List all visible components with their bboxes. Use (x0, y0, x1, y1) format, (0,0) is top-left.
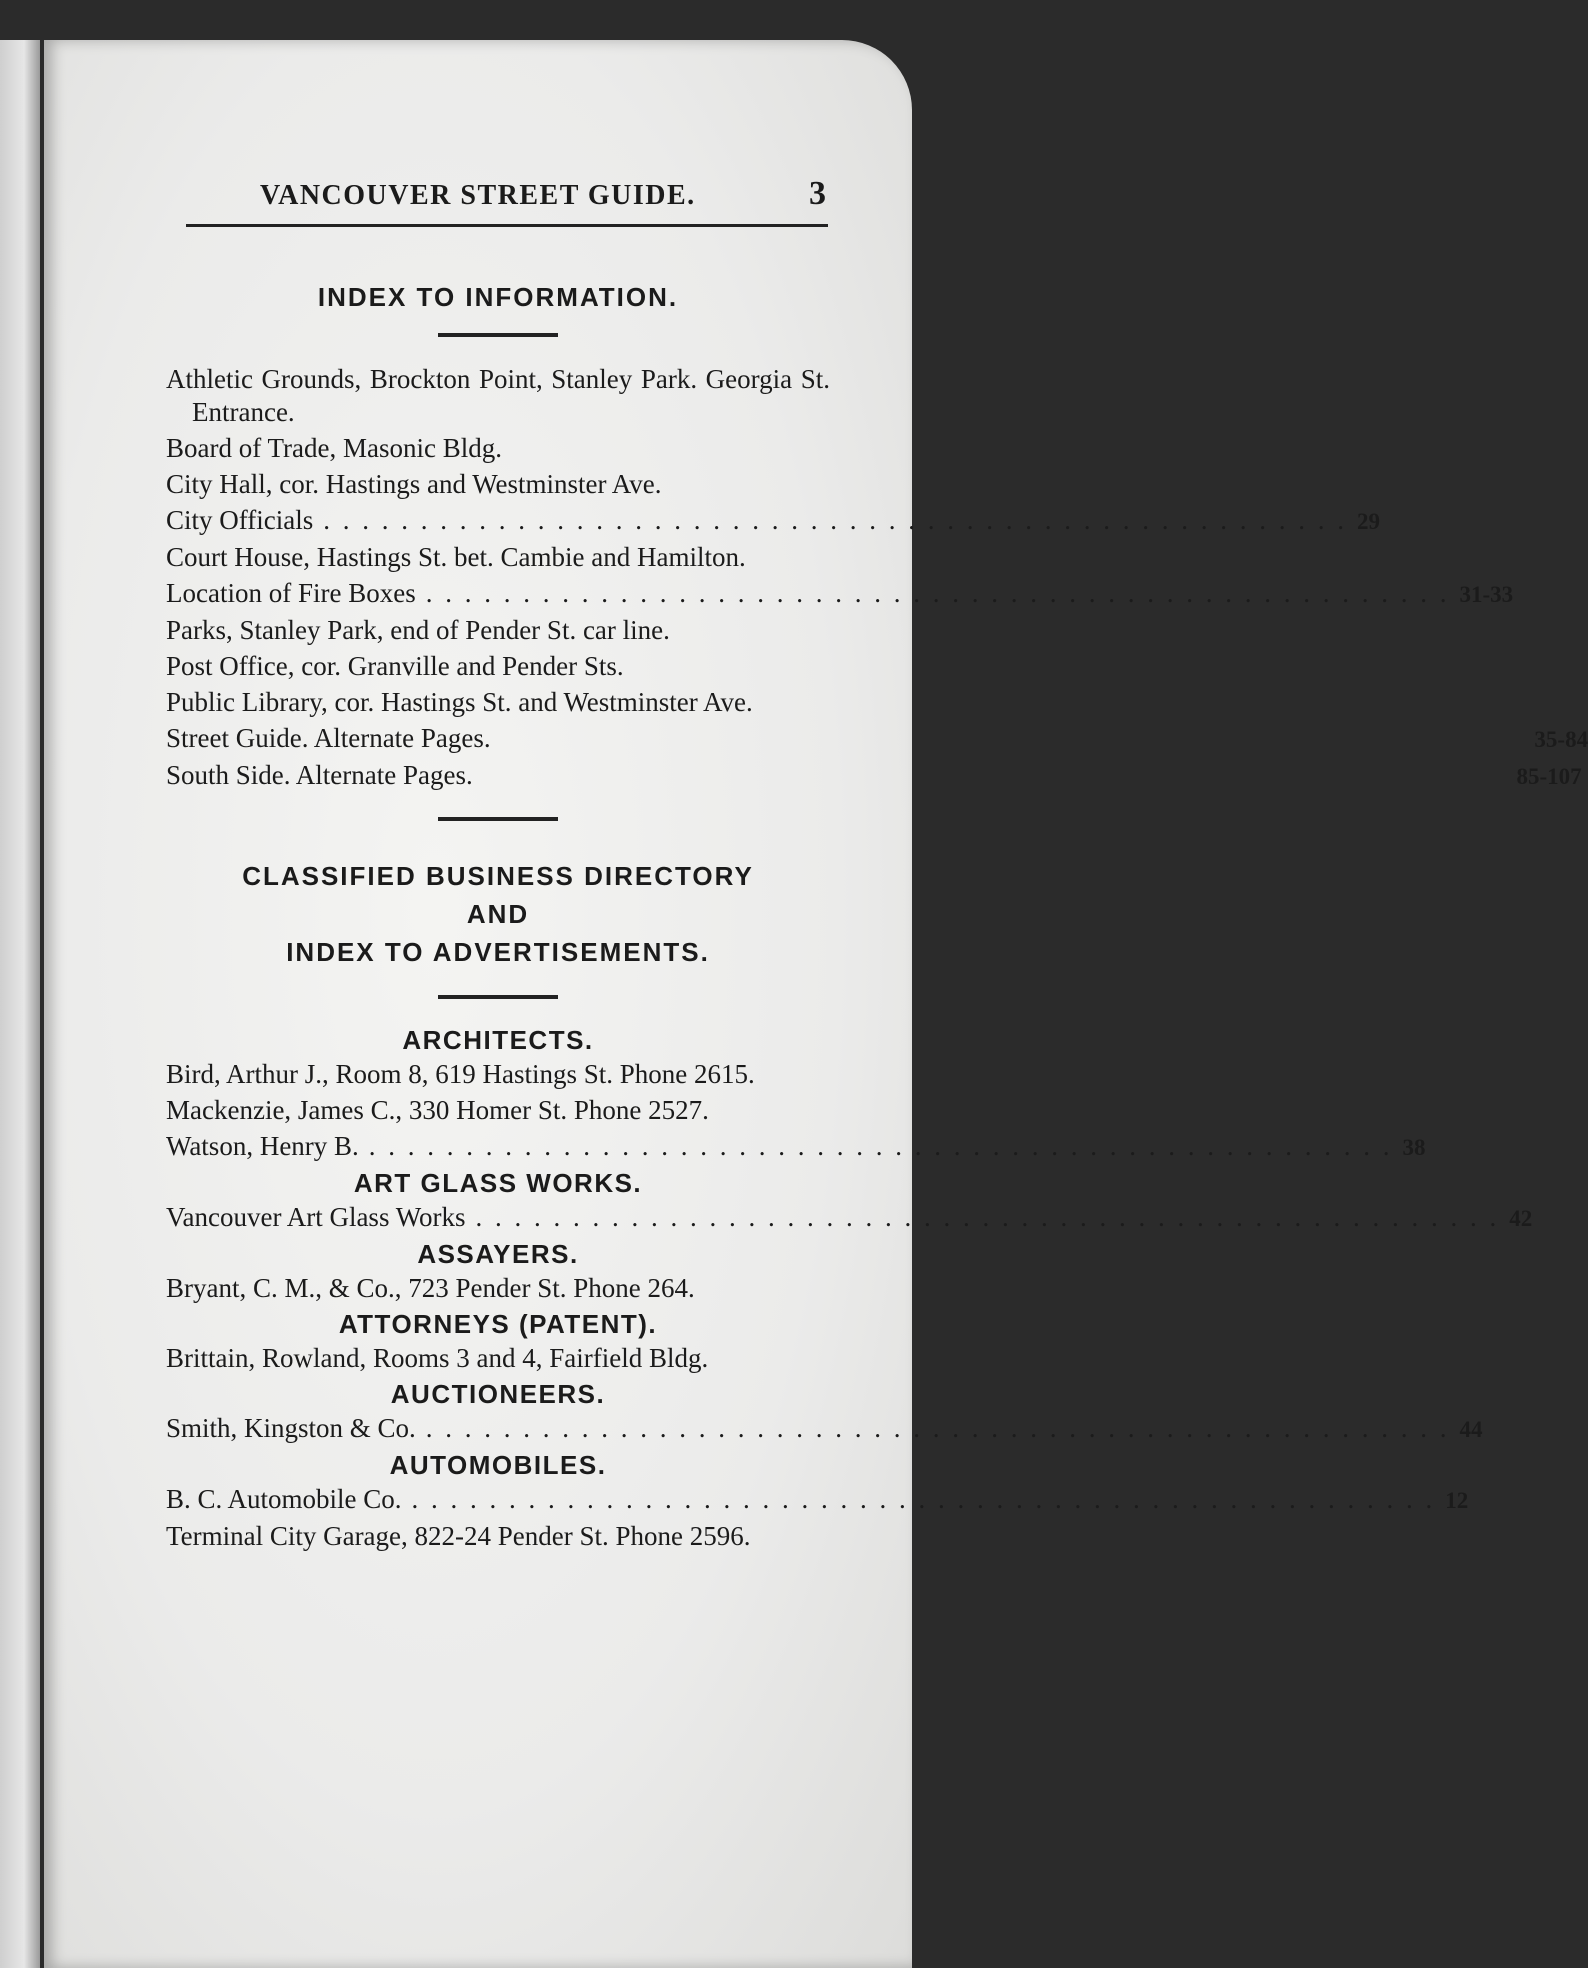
directory-entry: Mackenzie, James C., 330 Homer St. Phone 2527. (166, 1095, 709, 1125)
dot-leader: . . . . . . . . . . . . . . . . . . . . . . . . . . . . . . . . . . . . . . . . . . . . . . . . . . . . . (475, 1202, 1500, 1232)
directory-entry-page-ref: 12 (1445, 1488, 1469, 1513)
index-info-entry (166, 759, 1582, 793)
directory-entry (166, 1130, 1426, 1164)
header-rule (186, 224, 828, 227)
index-info-entry (166, 577, 1514, 611)
directory-entry-text: Watson, Henry B. (166, 1131, 359, 1161)
divider-rule (438, 817, 558, 821)
index-info-entry (166, 504, 1380, 538)
index-info-entry: Post Office, cor. Granville and Pender Sts. (166, 651, 624, 681)
running-header (186, 175, 826, 213)
dot-leader: . . . . . . . . . . . . . . . . . . . . . . . . . . . . . . . . . . . . . . . . . . . . . . . . . . . . . (425, 578, 1450, 608)
index-info-entry: Athletic Grounds, Brockton Point, Stanley Park. Georgia St. Entrance. (166, 364, 830, 427)
category-heading: ARCHITECTS. (402, 1025, 594, 1055)
index-info-entry: Parks, Stanley Park, end of Pender St. car line. (166, 615, 670, 645)
directory-title-line-1: CLASSIFIED BUSINESS DIRECTORY (242, 861, 754, 891)
directory-entry-page-ref: 44 (1459, 1417, 1483, 1442)
dot-leader: . . . . . . . . . . . . . . . . . . . . . . . . . . . . . . . . . . . . . . . . . . . . . . . . . . . . . (323, 505, 1347, 535)
page-number: 3 (809, 175, 826, 212)
index-info-title: INDEX TO INFORMATION. (317, 282, 679, 312)
category-heading: ART GLASS WORKS. (353, 1168, 643, 1198)
index-info-entry: Board of Trade, Masonic Bldg. (166, 433, 502, 463)
directory-entry: Bryant, C. M., & Co., 723 Pender St. Phone 264. (166, 1273, 695, 1303)
index-info-entry-page-ref: 29 (1356, 509, 1380, 534)
dot-leader: . . . . . . . . . . . . . . . . . . . . . . . . . . . . . . . . . . . . . . . . . . . . . . . . . . . . . (411, 1484, 1436, 1514)
index-info-entry-text: South Side. Alternate Pages. (166, 760, 473, 790)
directory-list (166, 1025, 1533, 1553)
directory-entry: Terminal City Garage, 822-24 Pender St. Phone 2596. (166, 1521, 751, 1551)
category-heading: ASSAYERS. (417, 1239, 579, 1269)
index-info-entry: City Hall, cor. Hastings and Westminster Ave. (166, 469, 662, 499)
dot-leader: . . . . . . . . . . . . . . . . . . . . . . . . . . . . . . . . . . . . . . . . . . . . . . . . . . . . . (425, 1413, 1450, 1443)
page-content (166, 282, 1588, 1556)
divider-rule (438, 333, 558, 337)
facing-page-edge (0, 40, 40, 1968)
dot-leader (501, 722, 1525, 755)
category-heading: AUTOMOBILES. (389, 1450, 607, 1480)
directory-entry: Brittain, Rowland, Rooms 3 and 4, Fairfield Bldg. (166, 1343, 709, 1373)
category-heading: AUCTIONEERS. (390, 1379, 606, 1409)
index-info-entry-text: Location of Fire Boxes (166, 578, 416, 608)
directory-entry (166, 1483, 1469, 1517)
directory-entry-text: Smith, Kingston & Co. (166, 1413, 416, 1443)
index-info-entry-text: City Officials (166, 505, 314, 535)
directory-entry: Bird, Arthur J., Room 8, 619 Hastings St. Phone 2615. (166, 1059, 755, 1089)
index-info-list (166, 363, 1588, 793)
header-title: VANCOUVER STREET GUIDE. (260, 180, 696, 211)
directory-entry (166, 1412, 1483, 1446)
directory-title-line-3: INDEX TO ADVERTISEMENTS. (286, 937, 710, 967)
index-info-entry: Public Library, cor. Hastings St. and Westminster Ave. (166, 687, 753, 717)
directory-title-line-2: AND (466, 899, 530, 929)
dot-leader (483, 759, 1507, 792)
dot-leader: . . . . . . . . . . . . . . . . . . . . . . . . . . . . . . . . . . . . . . . . . . . . . . . . . . . . . (368, 1131, 1393, 1161)
index-info-entry-page-ref: 35-84 (1534, 727, 1588, 752)
index-info-entry: Court House, Hastings St. bet. Cambie and Hamilton. (166, 542, 746, 572)
index-info-entry-page-ref: 31-33 (1459, 582, 1514, 607)
index-info-entry (166, 722, 1588, 756)
category-heading: ATTORNEYS (PATENT). (338, 1309, 658, 1339)
directory-entry-text: Vancouver Art Glass Works (166, 1202, 466, 1232)
directory-entry-text: B. C. Automobile Co. (166, 1484, 402, 1514)
directory-entry-page-ref: 42 (1509, 1206, 1533, 1231)
divider-rule (438, 995, 558, 999)
index-info-entry-page-ref: 85-107 (1516, 764, 1582, 789)
directory-entry (166, 1201, 1533, 1235)
index-info-entry-text: Street Guide. Alternate Pages. (166, 723, 491, 753)
directory-entry-page-ref: 38 (1402, 1135, 1426, 1160)
